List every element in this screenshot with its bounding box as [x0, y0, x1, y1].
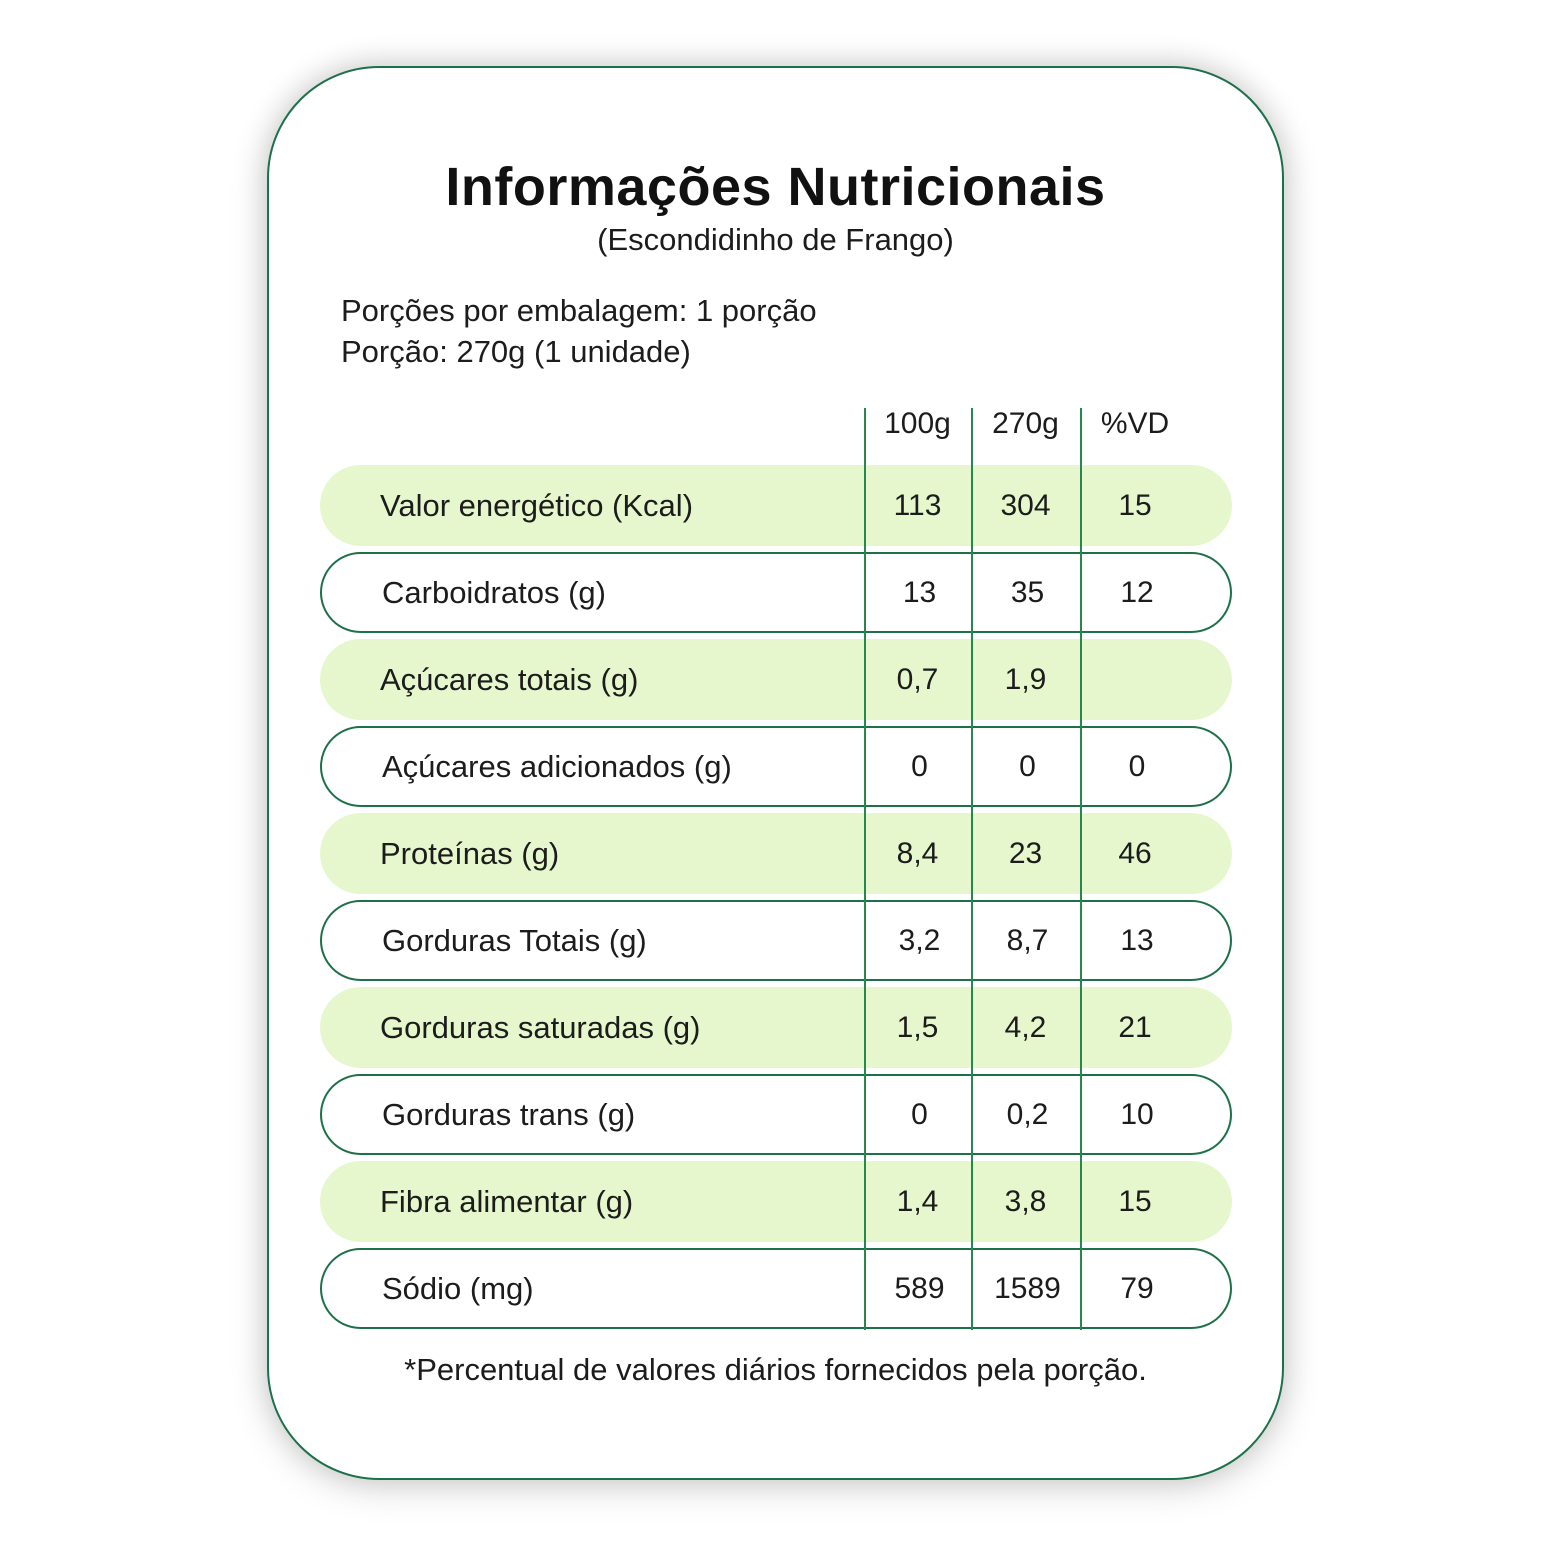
table-row	[320, 1248, 1232, 1329]
column-header-270g: 270g	[992, 407, 1059, 440]
table-row	[320, 987, 1232, 1068]
value-per-100g: 589	[894, 1271, 945, 1305]
table-row	[320, 1161, 1232, 1242]
value-per-270g: 0	[1019, 749, 1036, 783]
value-percent-vd: 15	[1118, 1184, 1152, 1218]
nutrient-label: Fibra alimentar (g)	[380, 1183, 634, 1219]
servings-per-package: Porções por embalagem: 1 porção	[341, 293, 817, 328]
value-percent-vd: 12	[1120, 575, 1154, 609]
nutrient-label: Açúcares totais (g)	[380, 661, 639, 697]
nutrient-label: Proteínas (g)	[380, 835, 560, 871]
daily-value-footnote: *Percentual de valores diários fornecidos pela porção.	[404, 1352, 1147, 1387]
value-percent-vd: 79	[1120, 1271, 1154, 1305]
table-header-row	[320, 395, 1232, 453]
nutrient-label: Gorduras trans (g)	[382, 1096, 636, 1132]
value-per-270g: 23	[1008, 836, 1043, 870]
value-per-270g: 1,9	[1004, 662, 1047, 696]
value-per-270g: 8,7	[1006, 923, 1049, 957]
nutrient-label: Carboidratos (g)	[382, 574, 606, 610]
nutrient-label: Valor energético (Kcal)	[380, 487, 694, 523]
nutrient-label: Gorduras Totais (g)	[382, 922, 647, 958]
table-row	[320, 552, 1232, 633]
column-divider-line-1	[864, 408, 866, 1330]
column-header-100g: 100g	[884, 407, 951, 440]
value-per-270g: 1589	[994, 1271, 1061, 1305]
value-per-100g: 0	[911, 749, 928, 783]
nutrient-label: Gorduras saturadas (g)	[380, 1009, 701, 1045]
table-row	[320, 900, 1232, 981]
value-per-100g: 13	[902, 575, 937, 609]
table-row	[320, 813, 1232, 894]
value-per-270g: 304	[1000, 488, 1051, 522]
value-per-270g: 35	[1010, 575, 1045, 609]
value-percent-vd: 10	[1120, 1097, 1154, 1131]
table-row	[320, 726, 1232, 807]
value-percent-vd: 46	[1118, 836, 1152, 870]
value-per-270g: 0,2	[1006, 1097, 1049, 1131]
value-per-100g: 1,5	[896, 1010, 939, 1044]
value-per-100g: 3,2	[898, 923, 941, 957]
serving-size: Porção: 270g (1 unidade)	[341, 334, 691, 369]
table-row	[320, 639, 1232, 720]
value-per-100g: 8,4	[896, 836, 939, 870]
value-percent-vd: 13	[1120, 923, 1154, 957]
table-row	[320, 1074, 1232, 1155]
page-title: Informações Nutricionais	[445, 157, 1106, 217]
column-divider-line-2	[971, 408, 973, 1330]
value-per-270g: 3,8	[1004, 1184, 1047, 1218]
column-header-vd: %VD	[1100, 407, 1170, 440]
nutrition-label-card	[267, 66, 1284, 1480]
value-percent-vd: 0	[1128, 749, 1146, 783]
value-per-100g: 0,7	[896, 662, 939, 696]
value-percent-vd: 15	[1118, 488, 1152, 522]
value-per-100g: 1,4	[896, 1184, 939, 1218]
serving-info	[341, 290, 817, 372]
nutrient-label: Sódio (mg)	[382, 1270, 534, 1306]
value-per-100g: 0	[911, 1097, 928, 1131]
value-per-100g: 113	[893, 488, 942, 522]
product-subtitle: (Escondidinho de Frango)	[597, 222, 954, 257]
table-body	[320, 465, 1232, 1335]
value-per-270g: 4,2	[1004, 1010, 1047, 1044]
nutrient-label: Açúcares adicionados (g)	[382, 748, 732, 784]
column-divider-line-3	[1080, 408, 1082, 1330]
value-percent-vd: 21	[1118, 1010, 1152, 1044]
table-row	[320, 465, 1232, 546]
nutrition-table	[320, 395, 1232, 1355]
